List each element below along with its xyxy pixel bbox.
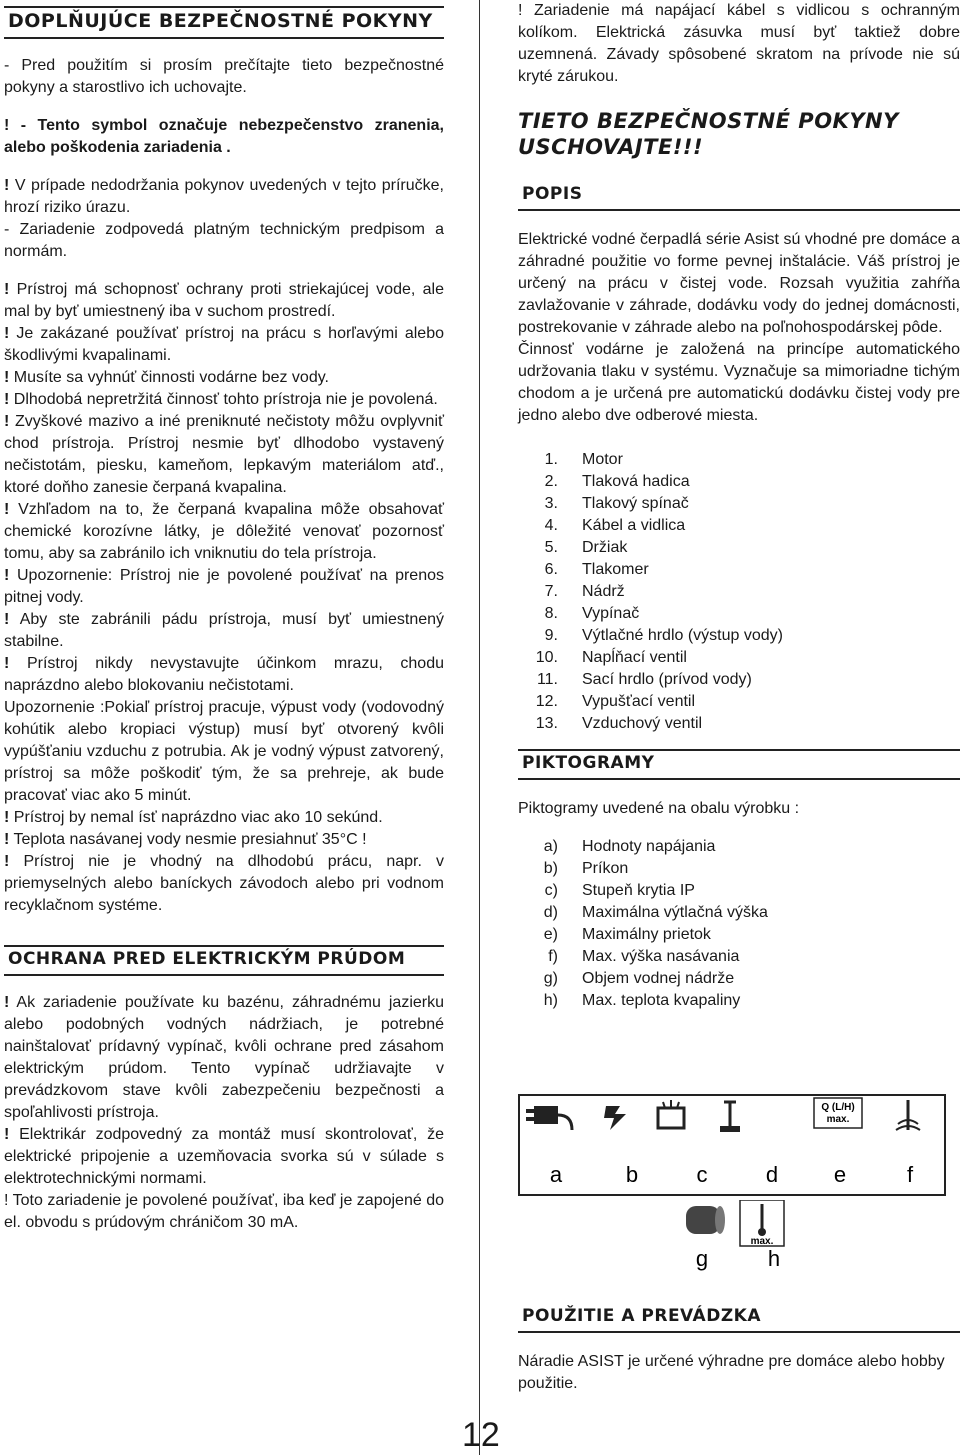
- part-number: 4.: [544, 517, 558, 534]
- pictogram-number: e): [543, 926, 558, 943]
- power-icon: [604, 1106, 626, 1130]
- usage-text: Náradie ASIST je určené výhradne pre domáce alebo hobby použitie.: [518, 1353, 945, 1392]
- part-number: 2.: [544, 473, 558, 490]
- pictogram-label: Maximálna výtlačná výška: [582, 904, 768, 921]
- part-number: 12.: [535, 693, 558, 710]
- pictogram-label: Stupeň krytia IP: [582, 882, 695, 899]
- pict-letter-f: f: [906, 1162, 914, 1187]
- part-item: [518, 559, 960, 581]
- paragraph-continuous: ! Dlhodobá nepretržitá činnosť tohto prístroja nie je povolená.: [4, 391, 438, 408]
- paragraph-flammable: ! Je zakázané používať prístroj na prácu s horľavými alebo škodlivými kvapalinami.: [4, 325, 444, 364]
- pictogram-number: d): [543, 904, 558, 921]
- part-label: Vzduchový ventil: [582, 715, 703, 732]
- temperature-icon: [740, 1200, 784, 1247]
- part-number: 9.: [544, 627, 558, 644]
- flow-max-label: max.: [826, 1114, 850, 1125]
- max-head-icon: [720, 1102, 740, 1132]
- right-column: [518, 0, 960, 1012]
- pictograms-list: [518, 836, 960, 1012]
- pictogram-label: Max. výška nasávania: [582, 948, 740, 965]
- paragraph-no-dry-run: ! Musíte sa vyhnúť činnosti vodárne bez vody.: [4, 369, 329, 386]
- ip-rating-icon: [658, 1100, 684, 1128]
- paragraph-drinking-water: ! Upozornenie: Prístroj nie je povolené používať na prenos pitnej vody.: [4, 567, 444, 606]
- pictogram-label: Hodnoty napájania: [582, 838, 716, 855]
- part-item: [518, 493, 960, 515]
- paragraph-dirt: ! Zvyškové mazivo a iné preniknuté nečistoty môžu ovplyvniť chod prístroja. Prístroj nesmie byť dlhodobo vystavený nečistotám, piesku, kameňom, lepkavým materiálom atď., ktoré doňho zanesie čerpaná kvapalina.: [4, 413, 444, 496]
- pictogram-number: a): [543, 838, 558, 855]
- pict-letter-h: h: [767, 1246, 781, 1271]
- usage-heading: POUŽITIE A PREVÁDZKA: [518, 1304, 960, 1333]
- pictogram-label: Objem vodnej nádrže: [582, 970, 735, 987]
- part-label: Motor: [582, 451, 623, 468]
- keep-instructions-title: TIETO BEZPEČNOSTNÉ POKYNY USCHOVAJTE!!!: [518, 109, 899, 159]
- paragraph-outlet-open: Upozornenie :Pokiaľ prístroj pracuje, výpust vody (vodovodný kohútik alebo kropiaci výstup) musí byť otvorený kvôli vypúšťaniu vzduchu z potrubia. Ak je vodný výpust zatvorený, prístroj sa môže poškodiť tým, že sa prehreje, ak bude pracovať viac ako 5 minút.: [4, 699, 444, 804]
- pictogram-label: Príkon: [582, 860, 629, 877]
- left-column: [4, 0, 444, 1234]
- paragraph-stability: ! Aby ste zabránili pádu prístroja, musí byť umiestnený stabilne.: [4, 611, 445, 650]
- paragraph-frost: ! Prístroj nikdy nevystavujte účinkom mrazu, chodu naprázdno alebo blokovaniu nečistotami.: [4, 655, 444, 694]
- paragraph-30ma: ! Toto zariadenie je povolené používať, iba keď je zapojené do el. obvodu s prúdovým chráničom 30 mA.: [4, 1192, 444, 1231]
- plug-icon: [526, 1106, 572, 1130]
- part-label: Napĺňací ventil: [582, 649, 687, 666]
- pictogram-label: Maximálny prietok: [582, 926, 711, 943]
- part-item: [518, 603, 960, 625]
- part-item: [518, 449, 960, 471]
- paragraph-industrial: ! Prístroj nie je vhodný na dlhodobú prácu, napr. v priemyselných alebo baníckych závodoch alebo pri vodnom recyklačnom systéme.: [4, 853, 445, 914]
- paragraph-corrosive: ! Vzhľadom na to, že čerpaná kvapalina môže obsahovať chemické korozívne látky, je dôležité venovať pozornosť tomu, aby sa zabránilo ich vniknutiu do tela prístroja.: [4, 501, 444, 562]
- pictograms-strip: [518, 1094, 946, 1196]
- paragraph-idle-time: ! Prístroj by nemal ísť naprázdno viac ako 10 sekúnd.: [4, 809, 383, 826]
- pictograms-svg: [520, 1096, 944, 1194]
- part-number: 6.: [544, 561, 558, 578]
- pictogram-number: c): [544, 882, 558, 899]
- part-number: 10.: [535, 649, 558, 666]
- paragraph-read-instructions: - Pred použitím si prosím prečítajte tieto bezpečnostné pokyny a starostlivo ich uchovajte.: [4, 57, 444, 96]
- parts-list: [518, 449, 960, 735]
- part-number: 13.: [535, 715, 558, 732]
- paragraph-electrician: ! Elektrikár zodpovedný za montáž musí skontrolovať, že elektrické pripojenie a uzemňovacia svorka sú v súlade s elektrotechnickými normami.: [4, 1126, 445, 1187]
- paragraph-rcd-switch: ! Ak zariadenie používate ku bazénu, záhradnému jazierku alebo podobných vodných nádržiach, je potrebné nainštalovať prídavný vypínač, kvôli ochrane pred zásahom elektrickým prúdom. Tento vypínač udržiavajte v prevádzkovom stave kvôli zabezpečeniu bezpečnosti a spoľahlivosti prístroja.: [4, 994, 445, 1121]
- part-label: Sací hrdlo (prívod vody): [582, 671, 752, 688]
- pictogram-label: Max. teplota kvapaliny: [582, 992, 741, 1009]
- part-number: 11.: [536, 671, 558, 688]
- pict-letter-b: b: [625, 1162, 639, 1187]
- part-label: Nádrž: [582, 583, 625, 600]
- usage-section: [518, 1304, 960, 1395]
- part-item: [518, 515, 960, 537]
- part-label: Vypínač: [582, 605, 640, 622]
- pict-letter-c: c: [696, 1162, 708, 1187]
- part-item: [518, 581, 960, 603]
- part-label: Kábel a vidlica: [582, 517, 686, 534]
- flow-label: Q (L/H): [821, 1102, 855, 1113]
- part-label: Tlaková hadica: [582, 473, 690, 490]
- pictogram-item: [518, 946, 960, 968]
- pictograms-heading: PIKTOGRAMY: [518, 749, 960, 780]
- pictogram-number: h): [543, 992, 558, 1009]
- part-item: [518, 669, 960, 691]
- pictogram-number: f): [548, 948, 558, 965]
- paragraph-power-cable: ! Zariadenie má napájací kábel s vidlicou s ochranným kolíkom. Elektrická zásuvka musí byť taktiež dobre uzemnená. Závady spôsobené skratom na prívode nie sú kryté zárukou.: [518, 2, 960, 85]
- pictogram-number: b): [543, 860, 558, 877]
- pictogram-item: [518, 968, 960, 990]
- paragraph-water-protection: ! Prístroj má schopnosť ochrany proti striekajúcej vode, ale mal by byť umiestnený iba v suchom prostredí.: [4, 281, 444, 320]
- paragraph-injury-risk: ! V prípade nedodržania pokynov uvedených v tejto príručke, hrozí riziko úrazu.: [4, 177, 444, 216]
- pictogram-item: [518, 990, 960, 1012]
- part-item: [518, 625, 960, 647]
- part-label: Vypušťací ventil: [582, 693, 696, 710]
- part-number: 5.: [544, 539, 558, 556]
- pictogram-item: [518, 880, 960, 902]
- pict-letter-d: d: [765, 1162, 779, 1187]
- pictograms-sub: [680, 1200, 790, 1276]
- paragraph-temperature: ! Teplota nasávanej vody nesmie presiahnuť 35°C !: [4, 831, 367, 848]
- part-item: [518, 537, 960, 559]
- column-divider: [479, 0, 480, 1455]
- pictograms-sub-svg: [680, 1200, 790, 1276]
- part-item: [518, 471, 960, 493]
- pictogram-item: [518, 902, 960, 924]
- pict-letter-g: g: [695, 1246, 709, 1271]
- safety-heading: DOPLŇUJÚCE BEZPEČNOSTNÉ POKYNY: [4, 6, 444, 39]
- paragraph-operation: Činnosť vodárne je založená na princípe automatického udržovania tlaku v systému. Vyznačuje sa mimoriadne tichým chodom a je určená pre automatickú dodávku čistej vody pre jedno alebo dve odberové miesta.: [518, 341, 960, 424]
- pictogram-item: [518, 924, 960, 946]
- part-label: Tlakový spínač: [582, 495, 689, 512]
- flow-icon: [814, 1098, 862, 1128]
- part-label: Držiak: [582, 539, 628, 556]
- suction-height-icon: [896, 1100, 920, 1130]
- pict-letter-e: e: [833, 1162, 847, 1187]
- pictogram-number: g): [543, 970, 558, 987]
- pict-letter-a: a: [549, 1162, 563, 1187]
- page-number: 12: [462, 1416, 500, 1454]
- part-item: [518, 691, 960, 713]
- popis-heading: POPIS: [518, 182, 960, 211]
- paragraph-norms: - Zariadenie zodpovedá platným technickým predpisom a normám.: [4, 221, 444, 260]
- part-number: 7.: [544, 583, 558, 600]
- paragraph-description: Elektrické vodné čerpadlá série Asist sú vhodné pre domáce a záhradné použitie vo forme pevnej inštalácie. Váš prístroj je určený na prácu v čistej vode. Rozsah využitia zahŕňa zavlažovanie v záhrade, dodávku vody do jednej domácnosti, postrekovanie v záhrade alebo na poľnohospodárskej pôde.: [518, 231, 960, 336]
- paragraph-symbol-meaning: ! - Tento symbol označuje nebezpečenstvo zranenia, alebo poškodenia zariadenia .: [4, 117, 444, 156]
- part-item: [518, 713, 960, 735]
- part-label: Tlakomer: [582, 561, 649, 578]
- part-item: [518, 647, 960, 669]
- part-number: 1.: [544, 451, 558, 468]
- temp-max-label: max.: [750, 1236, 774, 1247]
- pictogram-item: [518, 836, 960, 858]
- tank-icon: [686, 1206, 725, 1234]
- pictograms-intro: Piktogramy uvedené na obalu výrobku :: [518, 800, 800, 817]
- part-number: 3.: [544, 495, 558, 512]
- electric-protection-heading: OCHRANA PRED ELEKTRICKÝM PRÚDOM: [4, 945, 444, 976]
- part-number: 8.: [544, 605, 558, 622]
- pictogram-item: [518, 858, 960, 880]
- part-label: Výtlačné hrdlo (výstup vody): [582, 627, 783, 644]
